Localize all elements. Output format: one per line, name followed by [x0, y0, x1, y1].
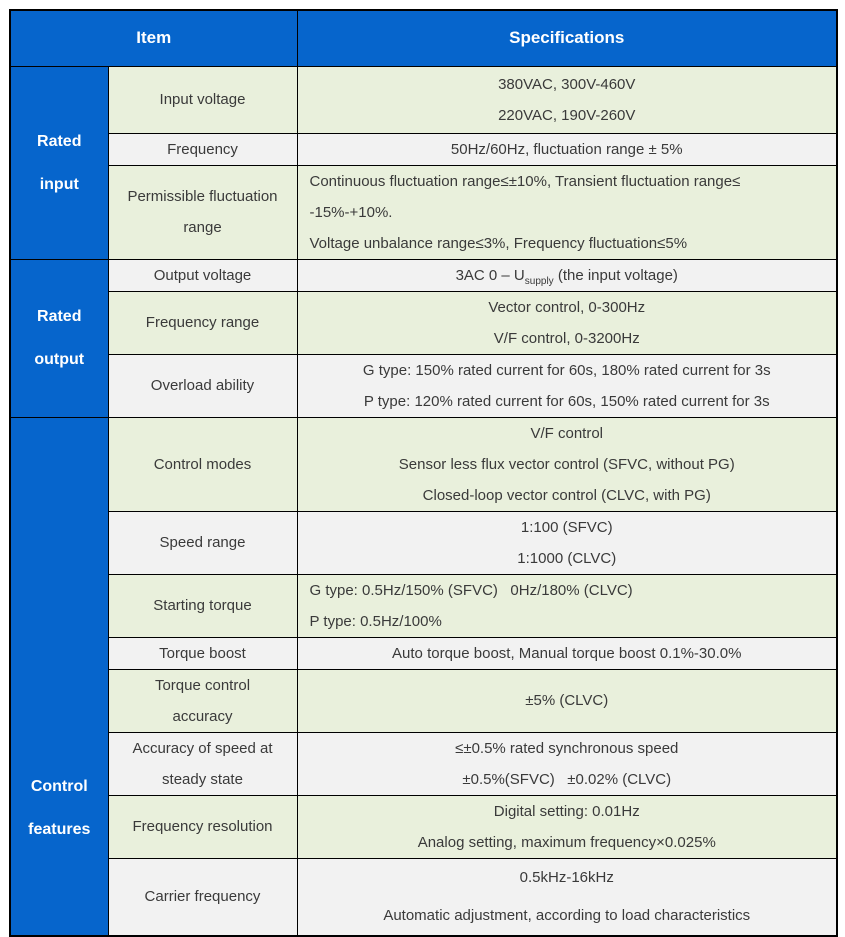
header-row [10, 10, 837, 66]
spec-cell-frequency [297, 133, 837, 165]
item-label: Overload ability [150, 377, 255, 394]
spec-line: ≤±0.5% rated synchronous speed [455, 739, 679, 757]
spec-line: ±5% (CLVC) [525, 692, 609, 709]
spec-line: Continuous fluctuation range≤±10%, Transient fluctuation range≤ [309, 172, 741, 190]
section-label-rated-input [10, 66, 108, 259]
spec-line: Analog setting, maximum frequency×0.025% [417, 833, 716, 851]
spec-cell-accuracy-of-speed [297, 732, 837, 795]
item-cell-accuracy-of-speed [108, 732, 297, 795]
section-label-line: input [39, 175, 79, 193]
item-cell-starting-torque [108, 574, 297, 637]
item-label: Permissible fluctuation [127, 188, 278, 205]
item-cell-frequency [108, 133, 297, 165]
item-label: Frequency [167, 140, 238, 158]
spec-line: G type: 150% rated current for 60s, 180% rated current for 3s [362, 361, 771, 379]
spec-line: 0.5kHz-16kHz [519, 868, 614, 886]
item-cell-frequency-range [108, 291, 297, 354]
spec-line: 50Hz/60Hz, fluctuation range ± 5% [450, 140, 683, 158]
spec-cell-starting-torque [297, 574, 837, 637]
spec-line: G type: 0.5Hz/150% (SFVC) 0Hz/180% (CLVC) [309, 581, 633, 599]
spec-line: Auto torque boost, Manual torque boost 0.1%-30.0% [392, 644, 742, 662]
spec-cell-torque-control-accuracy [297, 669, 837, 732]
row-frequency-resolution [10, 795, 837, 858]
section-label-line: features [28, 821, 91, 838]
row-torque-boost [10, 637, 837, 669]
item-label: Control modes [153, 455, 252, 473]
spec-cell-overload-ability [297, 354, 837, 417]
spec-cell-permissible-fluctuation-range [297, 165, 837, 259]
spec-cell-carrier-frequency [297, 858, 837, 936]
spec-line: -15%-+10%. [309, 203, 393, 221]
specifications-table-wrap [9, 9, 838, 937]
spec-line: Vector control, 0-300Hz [488, 298, 646, 316]
section-label-line: Rated [37, 132, 82, 150]
spec-cell-torque-boost [297, 637, 837, 669]
header-cell-item: Item [10, 10, 297, 66]
item-label: steady state [162, 770, 243, 788]
section-label-rated-output [10, 259, 108, 417]
row-speed-range [10, 511, 837, 574]
item-cell-output-voltage [108, 259, 297, 291]
spec-line: 1:1000 (CLVC) [517, 549, 617, 567]
spec-line: P type: 120% rated current for 60s, 150% rated current for 3s [363, 392, 770, 410]
spec-cell-output-voltage [297, 259, 837, 291]
item-cell-speed-range [108, 511, 297, 574]
spec-text-pre: 3AC 0 – U [455, 266, 525, 284]
row-accuracy-of-speed [10, 732, 837, 795]
spec-line: 1:100 (SFVC) [520, 518, 613, 536]
spec-line: V/F control, 0-3200Hz [493, 329, 640, 347]
item-label: Accuracy of speed at [132, 739, 273, 757]
item-label: accuracy [172, 707, 233, 725]
section-label-line: output [34, 351, 85, 368]
spec-text-subscript: supply [524, 275, 554, 287]
item-label: Frequency range [145, 314, 260, 331]
item-cell-torque-control-accuracy [108, 669, 297, 732]
spec-line: Closed-loop vector control (CLVC, with PG) [422, 486, 711, 504]
row-permissible-fluctuation [10, 165, 837, 259]
item-label: Torque control [154, 676, 251, 694]
spec-line: ±0.5%(SFVC) ±0.02% (CLVC) [462, 770, 672, 788]
item-label: Speed range [159, 534, 246, 551]
section-label-line: Control [30, 778, 88, 795]
spec-line: Sensor less flux vector control (SFVC, without PG) [398, 455, 735, 473]
section-label-line: Rated [37, 308, 82, 325]
spec-text-post: (the input voltage) [553, 266, 678, 284]
spec-line: P type: 0.5Hz/100% [309, 612, 442, 630]
item-label: Torque boost [159, 644, 246, 662]
item-cell-input-voltage [108, 66, 297, 133]
row-torque-control-accuracy [10, 669, 837, 732]
spec-cell-input-voltage [297, 66, 837, 133]
row-control-modes [10, 417, 837, 511]
spec-line: V/F control [530, 424, 604, 442]
item-cell-frequency-resolution [108, 795, 297, 858]
section-label-control-features [10, 417, 108, 936]
row-starting-torque [10, 574, 837, 637]
spec-cell-control-modes [297, 417, 837, 511]
spec-cell-frequency-range [297, 291, 837, 354]
header-cell-specifications: Specifications [297, 10, 837, 66]
spec-line: 380VAC, 300V-460V [498, 75, 636, 93]
spec-cell-speed-range [297, 511, 837, 574]
spec-line: Voltage unbalance range≤3%, Frequency fluctuation≤5% [309, 234, 688, 252]
item-cell-carrier-frequency [108, 858, 297, 936]
spec-line: 220VAC, 190V-260V [498, 106, 636, 124]
row-output-voltage [10, 259, 837, 291]
item-label: range [183, 219, 222, 236]
item-label: Frequency resolution [132, 818, 273, 835]
item-label: Output voltage [153, 266, 252, 284]
spec-line: Digital setting: 0.01Hz [493, 802, 640, 820]
row-carrier-frequency [10, 858, 837, 936]
spec-cell-frequency-resolution [297, 795, 837, 858]
item-label: Input voltage [159, 91, 246, 108]
item-label: Carrier frequency [144, 888, 261, 906]
specifications-table [9, 9, 838, 937]
item-cell-control-modes [108, 417, 297, 511]
row-overload-ability [10, 354, 837, 417]
spec-line: Automatic adjustment, according to load characteristics [383, 906, 751, 924]
row-frequency [10, 133, 837, 165]
item-cell-permissible-fluctuation-range [108, 165, 297, 259]
item-label: Starting torque [153, 597, 252, 614]
item-cell-torque-boost [108, 637, 297, 669]
spec-line [310, 260, 825, 291]
row-frequency-range [10, 291, 837, 354]
row-input-voltage [10, 66, 837, 133]
item-cell-overload-ability [108, 354, 297, 417]
